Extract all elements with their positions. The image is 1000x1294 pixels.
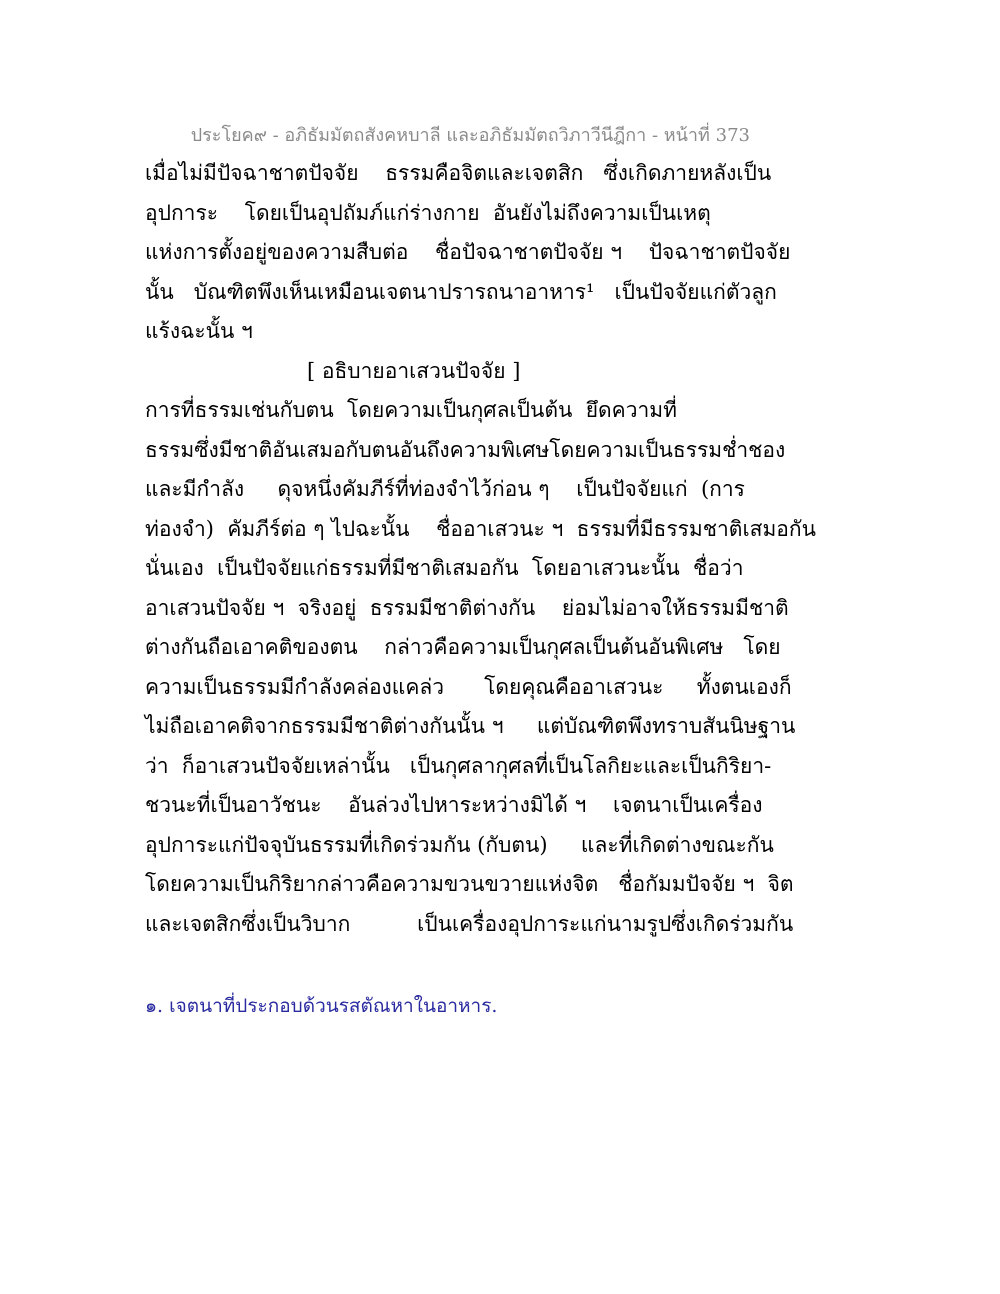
text-line: นั้น บัณฑิตพึงเห็นเหมือนเจตนาปรารถนาอาหาร¹ เป็นปัจจัยแก่ตัวลูก: [145, 279, 777, 304]
text-line: นั่นเอง เป็นปัจจัยแก่ธรรมที่มีชาติเสมอกัน โดยอาเสวนะนั้น ชื่อว่า: [145, 556, 744, 580]
text-line: ต่างกันถือเอาคติของตน กล่าวคือความเป็นกุศลเป็นต้นอันพิเศษ โดย: [145, 635, 781, 659]
text-line: อุปการะแก่ปัจจุบันธรรมที่เกิดร่วมกัน (กับตน) และที่เกิดต่างขณะกัน: [145, 832, 774, 857]
text-line: เมื่อไม่มีปัจฉาชาตปัจจัย ธรรมคือจิตและเจตสิก ซึ่งเกิดภายหลังเป็น: [145, 161, 772, 185]
text-line: โดยความเป็นกิริยากล่าวคือความขวนขวายแห่งจิต ชื่อกัมมปัจจัย ฯ จิต: [145, 872, 794, 896]
text-line: ไม่ถือเอาคติจากธรรมมีชาติต่างกันนั้น ฯ แต่บัณฑิตพึงทราบสันนิษฐาน: [145, 714, 796, 738]
text-line: ชวนะที่เป็นอาวัชนะ อันล่วงไปหาระหว่างมิได้ ฯ เจตนาเป็นเครื่อง: [145, 793, 763, 817]
text-line: การที่ธรรมเช่นกับตน โดยความเป็นกุศลเป็นต้น ยึดความที่: [145, 398, 677, 422]
body-text: [145, 154, 865, 944]
text-line: อาเสวนปัจจัย ฯ จริงอยู่ ธรรมมีชาติต่างกัน ย่อมไม่อาจให้ธรรมมีชาติ: [145, 595, 789, 620]
section-heading: [ อธิบายอาเสวนปัจจัย ]: [307, 358, 521, 383]
text-line: ความเป็นธรรมมีกำลังคล่องแคล่ว โดยคุณคืออาเสวนะ ทั้งตนเองก็: [145, 674, 792, 699]
text-line: แห่งการตั้งอยู่ของความสืบต่อ ชื่อปัจฉาชาตปัจจัย ฯ ปัจฉาชาตปัจจัย: [145, 240, 791, 264]
text-line: ว่า ก็อาเสวนปัจจัยเหล่านั้น เป็นกุศลากุศลที่เป็นโลกิยะและเป็นกิริยา-: [145, 753, 772, 778]
text-line: ธรรมซึ่งมีชาติอันเสมอกับตนอันถึงความพิเศษโดยความเป็นธรรมช่ำชอง: [145, 437, 786, 462]
text-line: อุปการะ โดยเป็นอุปถัมภ์แก่ร่างกาย อันยังไม่ถึงความเป็นเหตุ: [145, 200, 711, 225]
page-header: ประโยค๙ - อภิธัมมัตถสังคหบาลี และอภิธัมมัตถวิภาวีนีฎีกา - หน้าที่ 373: [190, 125, 750, 146]
text-line: ท่องจำ) คัมภีร์ต่อ ๆ ไปฉะนั้น ชื่ออาเสวนะ ฯ ธรรมที่มีธรรมชาติเสมอกัน: [145, 516, 816, 541]
text-line: และมีกำลัง ดุจหนึ่งคัมภีร์ที่ท่องจำไว้ก่อน ๆ เป็นปัจจัยแก่ (การ: [145, 477, 745, 501]
text-line: แร้งฉะนั้น ฯ: [145, 319, 253, 343]
footnote: ๑. เจตนาที่ประกอบด้วนรสตัณหาในอาหาร.: [145, 995, 498, 1017]
text-line: และเจตสิกซึ่งเป็นวิบาก เป็นเครื่องอุปการะแก่นามรูปซึ่งเกิดร่วมกัน: [145, 911, 794, 936]
